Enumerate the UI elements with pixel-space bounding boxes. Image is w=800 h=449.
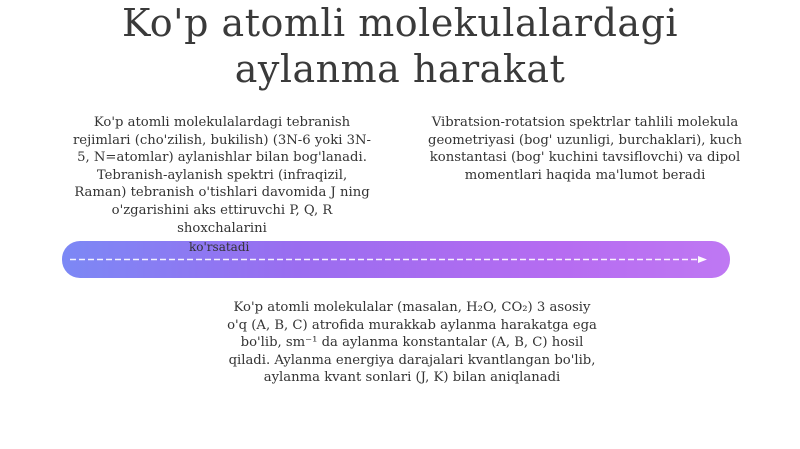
timeline-arrow-head (698, 256, 707, 263)
bottom-text-block: Ko'p atomli molekulalar (masalan, H₂O, CO₂) 3 asosiy o'q (A, B, C) atrofida murakkab aylanma harakatga ega bo'lib, sm⁻¹ da aylanma konstantalar (A, B, C) hosil qiladi. Aylanma energiya darajalari kvantlangan bo'lib, aylanma kvant sonlari (J, K) bilan aniqlanadi (227, 300, 597, 386)
right-text-block: Vibratsion-rotatsion spektrlar tahlili molekula geometriyasi (bog' uzunligi, burchaklari), kuch konstantasi (bog' kuchini tavsiflovchi) va dipol momentlari haqida ma'lumot beradi (428, 115, 742, 183)
page-title-line-2: aylanma harakat (234, 47, 566, 91)
timeline-arrow (62, 241, 730, 278)
left-text-overflow: ko'rsatadi (189, 240, 250, 254)
page-title-line-1: Ko'p atomli molekulalardagi (121, 1, 679, 45)
left-text-block: Ko'p atomli molekulalardagi tebranish rejimlari (cho'zilish, bukilish) (3N-6 yoki 3N-5, N=atomlar) aylanishlar bilan bog'lanadi. Tebranish-aylanish spektri (infraqizil, Raman) tebranish o'tishlari davomida J ning o'zgarishini aks ettiruvchi P, Q, R shoxchalarini (72, 115, 371, 236)
page-title (0, 0, 800, 92)
